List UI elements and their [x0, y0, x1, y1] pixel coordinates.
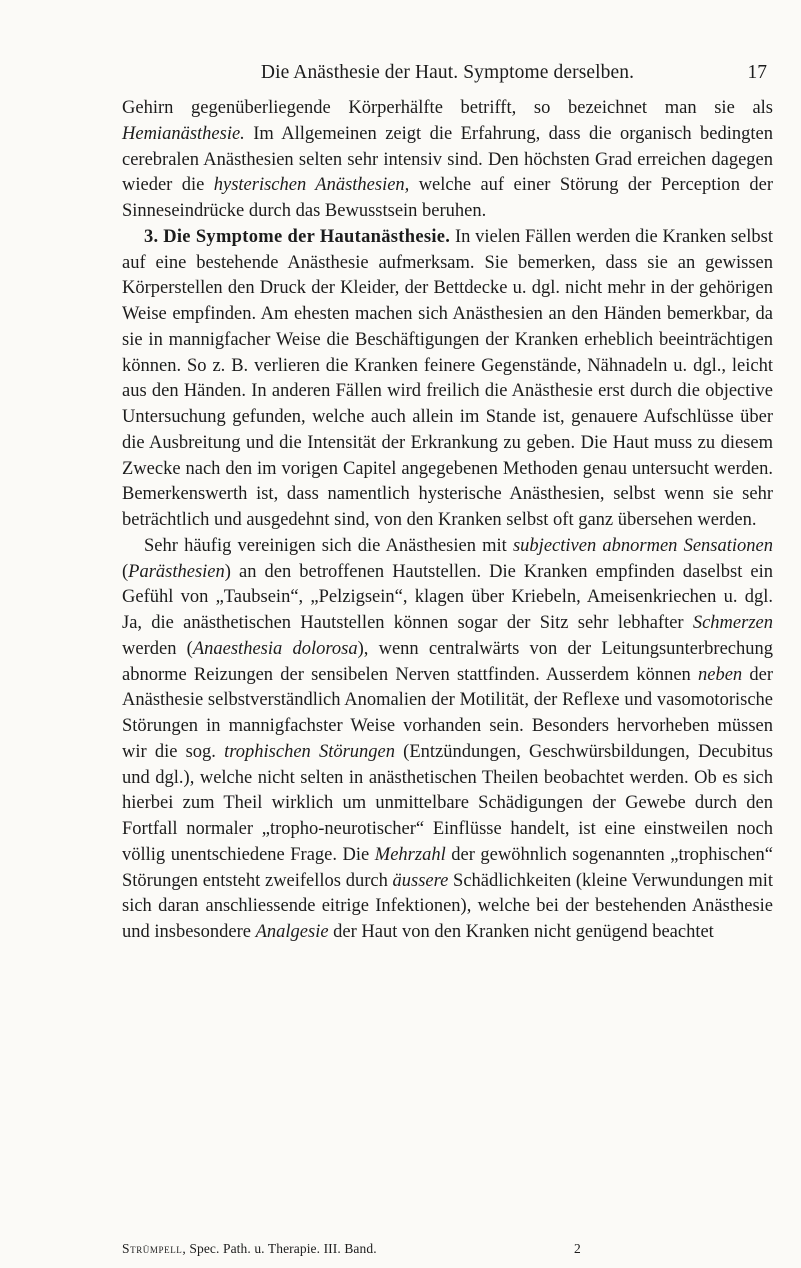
text-run: werden ( — [122, 638, 193, 659]
text-run: ( — [122, 561, 129, 582]
italic-term: hysterischen Anästhesien, — [213, 175, 410, 196]
text-run: Sehr häufig vereinigen sich die Anästhesien mit — [144, 535, 513, 556]
text-run: welche auf einer Störung der Perception der Sinneseindrücke durch das Bewusstsein beruhen. — [122, 175, 773, 221]
text-run: Gehirn gegenüberliegende Körperhälfte betrifft, so bezeichnet man sie als — [122, 98, 773, 118]
text-run: der gewöhnlich sogenannten „trophischen“ Störungen entsteht zweifellos durch — [122, 844, 773, 891]
text-run: Im Allgemeinen zeigt die Erfahrung, dass die organisch bedingten cerebralen Anästhesien selten sehr intensiv sind. Den höchsten Grad erreichen dagegen wieder die — [122, 123, 773, 196]
italic-term: Schmerzen — [692, 613, 773, 633]
italic-term: trophischen Störungen — [224, 741, 395, 762]
text-run: (Entzündungen, Geschwürsbildungen, Decubitus und dgl.), welche nicht selten in anästhetischen Theilen beobachtet werden. Ob es sich hierbei zum Theil wirklich um unmittelbare Schädigungen der Gewebe durch den Fortfall normaler „tropho-neurotischer“ Einflüsse handelt, ist eine einstweilen noch völlig unentschiedene Frage. Die — [122, 741, 773, 865]
italic-term: Hemianästhesie. — [122, 123, 245, 144]
italic-term: neben — [697, 664, 743, 685]
italic-term: äussere — [392, 870, 449, 891]
italic-term: Analgesie — [255, 922, 329, 942]
paragraph-symptoms — [122, 225, 773, 534]
running-head — [120, 62, 775, 92]
paragraph-hemianaesthesia — [122, 96, 773, 225]
text-run: ), wenn centralwärts von der Leitungsunterbrechung abnorme Reizungen der sensibelen Nerven stattfinden. Ausserdem können — [122, 638, 773, 685]
text-run: der Haut von den Kranken nicht genügend beachtet — [328, 922, 714, 942]
running-title: Die Anästhesie der Haut. Symptome derselben. — [260, 62, 635, 83]
italic-term: Parästhesien — [128, 561, 225, 582]
signature-mark: 2 — [574, 1241, 581, 1256]
text-run: der Anästhesie selbstverständlich Anomalien der Motilität, der Reflexe und vasomotorische Störungen in mannigfachster Weise vorhanden sein. Besonders hervorheben müssen wir die sog. — [122, 664, 773, 762]
page-number: 17 — [747, 62, 767, 83]
body-text — [122, 96, 773, 946]
page-footer — [122, 1241, 582, 1257]
footer-citation: , Spec. Path. u. Therapie. III. Band. — [182, 1241, 377, 1256]
text-run: In vielen Fällen werden die Kranken selbst auf eine bestehende Anästhesie aufmerksam. Sie bemerken, dass sie an gewissen Körperstellen den Druck der Kleider, der Bettdecke u. dgl. nicht mehr in der gehörigen Weise empfinden. Am ehesten machen sich Anästhesien an den Händen bemerkbar, da sie in mannigfacher Weise die Beschäftigungen der Kranken erheblich beeinträchtigen können. So z. B. verlieren die Kranken feinere Gegenstände, Nähnadeln u. dgl., leicht aus den Händen. In anderen Fällen wird freilich die Anästhesie erst durch die objective Untersuchung gefunden, welche auch allein im Stande ist, genauere Aufschlüsse über die Ausbreitung und die Intensität der Erkrankung zu geben. Die Haut muss zu diesem Zwecke nach den im vorigen Capitel angegebenen Methoden genau untersucht werden. Bemerkenswerth ist, dass namentlich hysterische Anästhesien, selbst wenn sie sehr beträchtlich und ausgedehnt sind, von den Kranken selbst oft ganz übersehen werden. — [122, 226, 773, 530]
footer-author: Strümpell — [122, 1241, 183, 1256]
italic-term: Anaesthesia dolorosa — [192, 638, 358, 659]
text-run: Schädlichkeiten (kleine Verwundungen mit sich daran anschliessende eitrige Infektionen), welche bei der bestehenden Anästhesie und insbesondere — [122, 870, 773, 942]
text-run: ) an den betroffenen Hautstellen. Die Kranken empfinden daselbst ein Gefühl von „Taubsein“, „Pelzigsein“, klagen über Kriebeln, Ameisenkriechen u. dgl. Ja, die anästhetischen Hautstellen können sogar der Sitz sehr lebhafter — [122, 561, 773, 633]
italic-term: subjectiven abnormen Sensationen — [512, 535, 773, 556]
paragraph-paraesthesia — [122, 534, 773, 946]
section-number: 3. — [144, 226, 159, 247]
italic-term: Mehrzahl — [374, 844, 446, 865]
section-heading: Die Symptome der Hautanästhesie. — [163, 226, 451, 247]
